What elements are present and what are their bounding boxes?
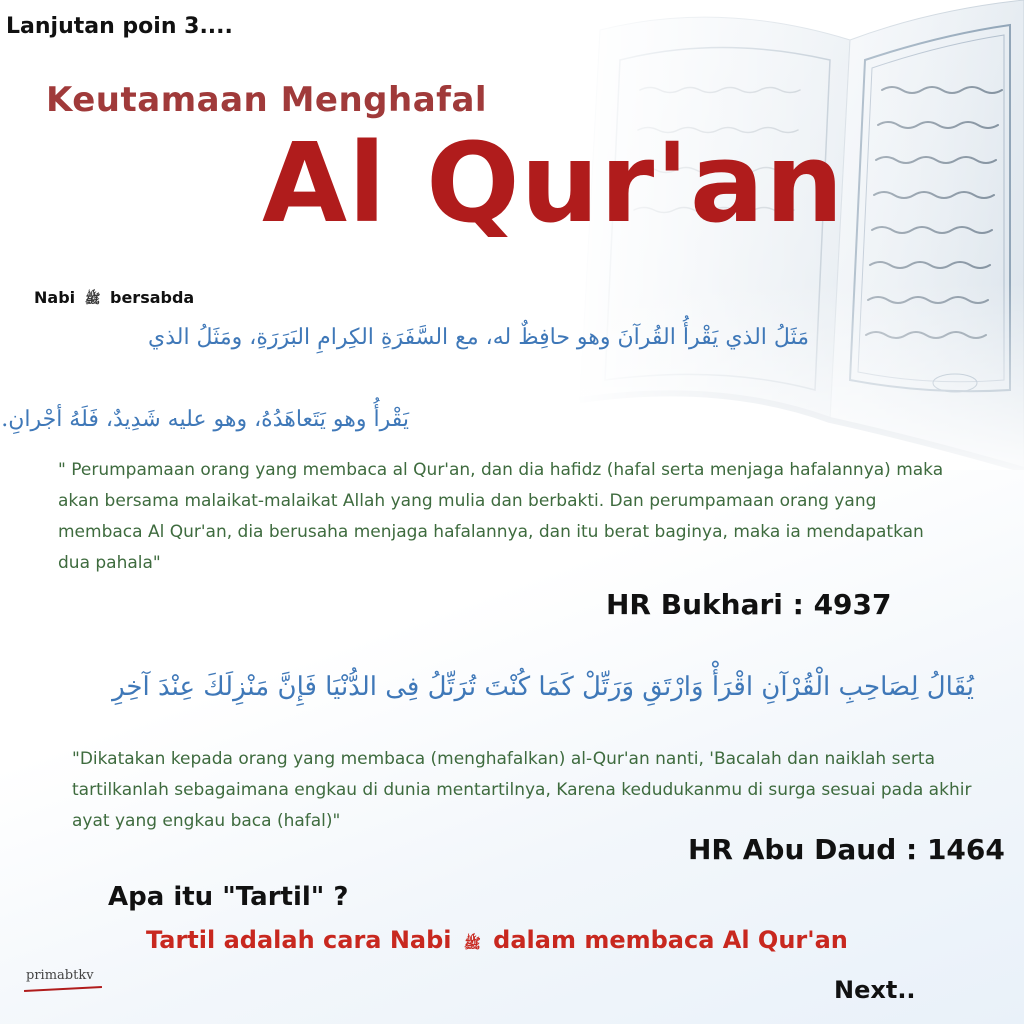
answer-honorific-glyph: ﷺ xyxy=(463,936,481,952)
hadith1-arabic-line2: يَقْرأُ وهو يَتَعاهَدُهُ، وهو عليه شَدِيدٌ، فَلَهُ أجْرانِ. xyxy=(1,407,409,432)
hadith2-reference: HR Abu Daud : 1464 xyxy=(688,833,1005,866)
honorific-glyph: ﷺ xyxy=(84,292,101,307)
hadith1-arabic-line1: مَثَلُ الذي يَقْرأُ القُرآنَ وهو حافِظٌ له، مع السَّفَرَةِ الكِرامِ البَرَرَةِ، ومَثَلُ الذي xyxy=(147,325,809,350)
hadith1-intro xyxy=(34,288,194,310)
answer-prefix: Tartil adalah cara Nabi xyxy=(146,926,452,954)
tartil-question: Apa itu "Tartil" ? xyxy=(108,882,349,912)
continuation-note: Lanjutan poin 3.... xyxy=(6,14,233,39)
intro-prefix: Nabi xyxy=(34,288,76,307)
brand-logo-text: primabtkv xyxy=(26,968,94,983)
hadith1-translation: " Perumpamaan orang yang membaca al Qur'an, dan dia hafidz (hafal serta menjaga hafalannya) maka akan bersama malaikat-malaikat Allah yang mulia dan berbakti. Dan perumpamaan orang yang membaca Al Qur'an, dia berusaha menjaga hafalannya, dan itu berat baginya, maka ia mendapatkan dua pahala" xyxy=(58,460,944,573)
hadith2-translation: "Dikatakan kepada orang yang membaca (menghafalkan) al-Qur'an nanti, 'Bacalah dan naiklah serta tartilkanlah sebagaimana engkau di dunia mentartilnya, Karena kedudukanmu di surga sesuai pada akhir ayat yang engkau baca (hafal)" xyxy=(72,749,972,831)
answer-suffix: dalam membaca Al Qur'an xyxy=(493,926,848,954)
hadith2-arabic: يُقَالُ لِصَاحِبِ الْقُرْآنِ اقْرَأْ وَارْتَقِ وَرَتِّلْ كَمَا كُنْتَ تُرَتِّلُ فِى الدُّنْيَا فَإِنَّ مَنْزِلَكَ عِنْدَ آخِرِ xyxy=(112,672,974,702)
tartil-answer xyxy=(146,926,848,955)
next-label: Next.. xyxy=(834,976,916,1004)
page-title: Al Qur'an xyxy=(262,119,845,247)
page-subtitle: Keutamaan Menghafal xyxy=(46,80,488,120)
intro-suffix: bersabda xyxy=(110,288,195,307)
hadith1-reference: HR Bukhari : 4937 xyxy=(606,588,892,621)
